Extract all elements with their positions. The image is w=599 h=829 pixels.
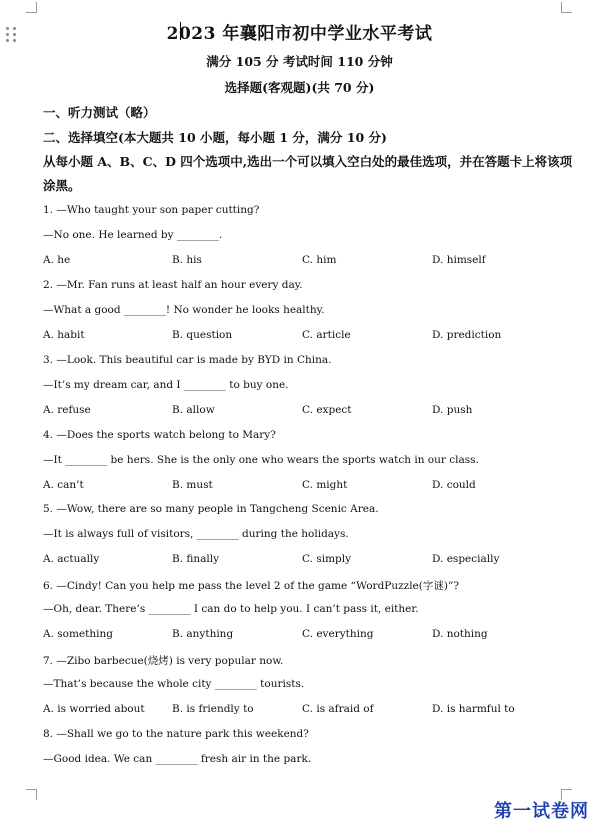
- option-c: C. article: [302, 329, 351, 341]
- question-reply: —No one. He learned by ________.: [43, 229, 223, 241]
- crop-mark-bottom-left: [26, 789, 37, 800]
- option-b: B. allow: [172, 404, 215, 416]
- option-c: C. expect: [302, 404, 352, 416]
- option-a: A. something: [43, 628, 113, 640]
- question-reply: —It’s my dream car, and I ________ to buy one.: [43, 379, 289, 391]
- section-instruction: 从每小题 A、B、C、D 四个选项中,选出一个可以填入空白处的最佳选项，并在答题卡上将该项涂黑。: [43, 154, 573, 193]
- question-stem: 6. —Cindy! Can you help me pass the level 2 of the game “WordPuzzle(字谜)”?: [43, 580, 459, 592]
- option-b: B. question: [172, 329, 233, 341]
- question-reply: —Good idea. We can ________ fresh air in the park.: [43, 753, 312, 765]
- option-c: C. him: [302, 254, 337, 266]
- option-d: D. prediction: [432, 329, 502, 341]
- option-d: D. nothing: [432, 628, 488, 640]
- options-row: [43, 553, 563, 567]
- option-c: C. everything: [302, 628, 374, 640]
- question-reply: —It is always full of visitors, ________ during the holidays.: [43, 528, 349, 540]
- crop-mark-top-left: [26, 2, 37, 13]
- option-b: B. his: [172, 254, 202, 266]
- part-heading: 选择题(客观题)(共 70 分): [224, 80, 375, 95]
- section-listening: 一、听力测试（略）: [43, 105, 156, 120]
- options-row: [43, 329, 563, 343]
- option-a: A. refuse: [43, 404, 91, 416]
- option-d: D. could: [432, 479, 476, 491]
- option-a: A. he: [43, 254, 71, 266]
- option-b: B. must: [172, 479, 213, 491]
- option-a: A. habit: [43, 329, 85, 341]
- option-d: D. is harmful to: [432, 703, 515, 715]
- option-c: C. simply: [302, 553, 352, 565]
- question-reply: —What a good ________! No wonder he looks healthy.: [43, 304, 325, 316]
- question-reply: —It ________ be hers. She is the only one who wears the sports watch in our class.: [43, 454, 479, 466]
- question-stem: 5. —Wow, there are so many people in Tangcheng Scenic Area.: [43, 503, 379, 515]
- question-reply: —That’s because the whole city ________ tourists.: [43, 678, 305, 690]
- option-b: B. is friendly to: [172, 703, 254, 715]
- option-d: D. himself: [432, 254, 486, 266]
- exam-title: 2023 年襄阳市初中学业水平考试: [166, 24, 433, 44]
- question-stem: 4. —Does the sports watch belong to Mary?: [43, 429, 276, 441]
- options-row: [43, 254, 563, 268]
- options-row: [43, 703, 563, 717]
- options-row: [43, 628, 563, 642]
- option-d: D. push: [432, 404, 473, 416]
- option-a: A. is worried about: [43, 703, 145, 715]
- score-time-line: 满分 105 分 考试时间 110 分钟: [206, 54, 393, 69]
- option-a: A. can’t: [43, 479, 84, 491]
- question-stem: 2. —Mr. Fan runs at least half an hour every day.: [43, 279, 303, 291]
- option-c: C. is afraid of: [302, 703, 374, 715]
- question-stem: 1. —Who taught your son paper cutting?: [43, 204, 260, 216]
- section-cloze-heading: 二、选择填空(本大题共 10 小题，每小题 1 分，满分 10 分): [43, 130, 387, 145]
- question-stem: 8. —Shall we go to the nature park this weekend?: [43, 728, 309, 740]
- option-c: C. might: [302, 479, 348, 491]
- options-row: [43, 479, 563, 493]
- option-b: B. anything: [172, 628, 234, 640]
- question-reply: —Oh, dear. There’s ________ I can do to help you. I can’t pass it, either.: [43, 603, 419, 615]
- option-b: B. finally: [172, 553, 220, 565]
- question-stem: 3. —Look. This beautiful car is made by BYD in China.: [43, 354, 332, 366]
- site-watermark: 第一试卷网: [494, 801, 589, 822]
- option-d: D. especially: [432, 553, 500, 565]
- question-stem: 7. —Zibo barbecue(烧烤) is very popular now.: [43, 655, 284, 667]
- option-a: A. actually: [43, 553, 100, 565]
- crop-mark-top-right: [561, 2, 572, 13]
- options-row: [43, 404, 563, 418]
